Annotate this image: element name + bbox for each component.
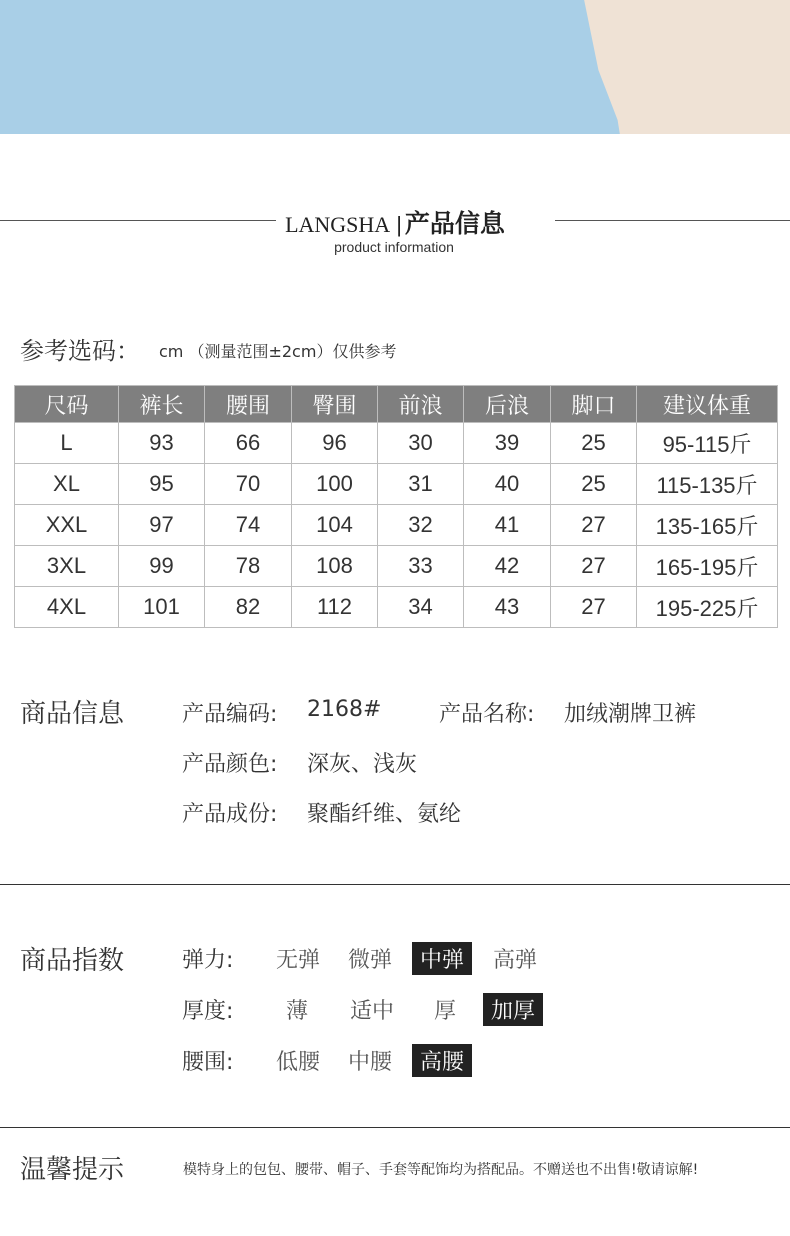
product-color-label: 产品颜色: xyxy=(182,752,278,777)
table-cell: 27 xyxy=(551,546,637,587)
table-cell: 42 xyxy=(464,546,551,587)
header-cell: 尺码 xyxy=(15,386,119,423)
table-cell: 34 xyxy=(378,587,464,628)
table-cell: 115-135斤 xyxy=(637,464,778,505)
table-cell: 78 xyxy=(205,546,292,587)
elasticity-label: 弹力: xyxy=(182,948,234,973)
table-cell: 25 xyxy=(551,464,637,505)
waist-option-selected: 高腰 xyxy=(412,1044,472,1077)
product-name-label: 产品名称: xyxy=(439,702,535,727)
heading-title: 产品信息 xyxy=(404,209,505,238)
table-cell: 27 xyxy=(551,587,637,628)
product-photo-strip xyxy=(0,0,790,134)
waist-option: 中腰 xyxy=(348,1050,393,1075)
elasticity-option: 高弹 xyxy=(493,948,538,973)
table-cell: XL xyxy=(15,464,119,505)
product-index-title: 商品指数 xyxy=(20,946,125,976)
brand-name: LANGSHA xyxy=(285,212,391,237)
table-cell: 3XL xyxy=(15,546,119,587)
size-section-title: 参考选码： xyxy=(20,337,140,365)
table-cell: 95 xyxy=(119,464,205,505)
size-section-note: cm （测量范围±2cm）仅供参考 xyxy=(159,342,397,361)
table-row xyxy=(15,505,778,546)
table-cell: L xyxy=(15,423,119,464)
table-cell: 4XL xyxy=(15,587,119,628)
table-cell: 25 xyxy=(551,423,637,464)
size-table xyxy=(14,385,778,628)
product-color-value: 深灰、浅灰 xyxy=(307,752,418,777)
product-material-label: 产品成份: xyxy=(182,802,278,827)
header-cell: 臀围 xyxy=(292,386,378,423)
thickness-option-selected: 加厚 xyxy=(483,993,543,1026)
header-cell: 裤长 xyxy=(119,386,205,423)
tips-text: 模特身上的包包、腰带、帽子、手套等配饰均为搭配品。不赠送也不出售!敬请谅解! xyxy=(183,1162,699,1178)
table-cell: 95-115斤 xyxy=(637,423,778,464)
heading-subtitle: product information xyxy=(334,239,454,255)
thickness-label: 厚度: xyxy=(182,999,234,1024)
table-row xyxy=(15,587,778,628)
table-cell: 30 xyxy=(378,423,464,464)
header-cell: 腰围 xyxy=(205,386,292,423)
waist-label: 腰围: xyxy=(182,1050,234,1075)
table-cell: 27 xyxy=(551,505,637,546)
table-cell: 39 xyxy=(464,423,551,464)
elasticity-option-selected: 中弹 xyxy=(412,942,472,975)
thickness-option: 适中 xyxy=(350,999,395,1024)
header-cell: 建议体重 xyxy=(637,386,778,423)
table-row xyxy=(15,423,778,464)
table-cell: 33 xyxy=(378,546,464,587)
table-cell: 100 xyxy=(292,464,378,505)
table-row xyxy=(15,464,778,505)
table-cell: 104 xyxy=(292,505,378,546)
table-cell: 43 xyxy=(464,587,551,628)
table-cell: 96 xyxy=(292,423,378,464)
table-cell: 32 xyxy=(378,505,464,546)
table-cell: 41 xyxy=(464,505,551,546)
elasticity-option: 微弹 xyxy=(348,948,393,973)
header-cell: 后浪 xyxy=(464,386,551,423)
elasticity-option: 无弹 xyxy=(276,948,321,973)
waist-option: 低腰 xyxy=(276,1050,321,1075)
table-cell: 97 xyxy=(119,505,205,546)
section-divider xyxy=(0,884,790,885)
table-cell: 82 xyxy=(205,587,292,628)
section-heading xyxy=(0,204,790,240)
thickness-option: 薄 xyxy=(286,999,309,1024)
table-cell: 66 xyxy=(205,423,292,464)
table-cell: 135-165斤 xyxy=(637,505,778,546)
header-cell: 前浪 xyxy=(378,386,464,423)
model-arm-image xyxy=(560,0,790,134)
table-cell: 99 xyxy=(119,546,205,587)
header-cell: 脚口 xyxy=(551,386,637,423)
table-cell: 195-225斤 xyxy=(637,587,778,628)
size-table-header xyxy=(15,386,778,423)
product-material-value: 聚酯纤维、氨纶 xyxy=(307,802,462,827)
table-cell: 40 xyxy=(464,464,551,505)
product-info-title: 商品信息 xyxy=(20,699,125,729)
table-cell: 93 xyxy=(119,423,205,464)
product-code-value: 2168# xyxy=(307,697,382,722)
heading-separator: | xyxy=(396,212,402,237)
table-cell: 101 xyxy=(119,587,205,628)
table-cell: 165-195斤 xyxy=(637,546,778,587)
tips-title: 温馨提示 xyxy=(20,1155,125,1185)
table-cell: 74 xyxy=(205,505,292,546)
product-name-value: 加绒潮牌卫裤 xyxy=(564,702,697,727)
table-cell: 108 xyxy=(292,546,378,587)
section-divider xyxy=(0,1127,790,1128)
table-cell: 112 xyxy=(292,587,378,628)
table-row xyxy=(15,546,778,587)
product-code-label: 产品编码: xyxy=(182,702,278,727)
thickness-option: 厚 xyxy=(434,999,457,1024)
table-cell: 70 xyxy=(205,464,292,505)
table-cell: 31 xyxy=(378,464,464,505)
table-cell: XXL xyxy=(15,505,119,546)
